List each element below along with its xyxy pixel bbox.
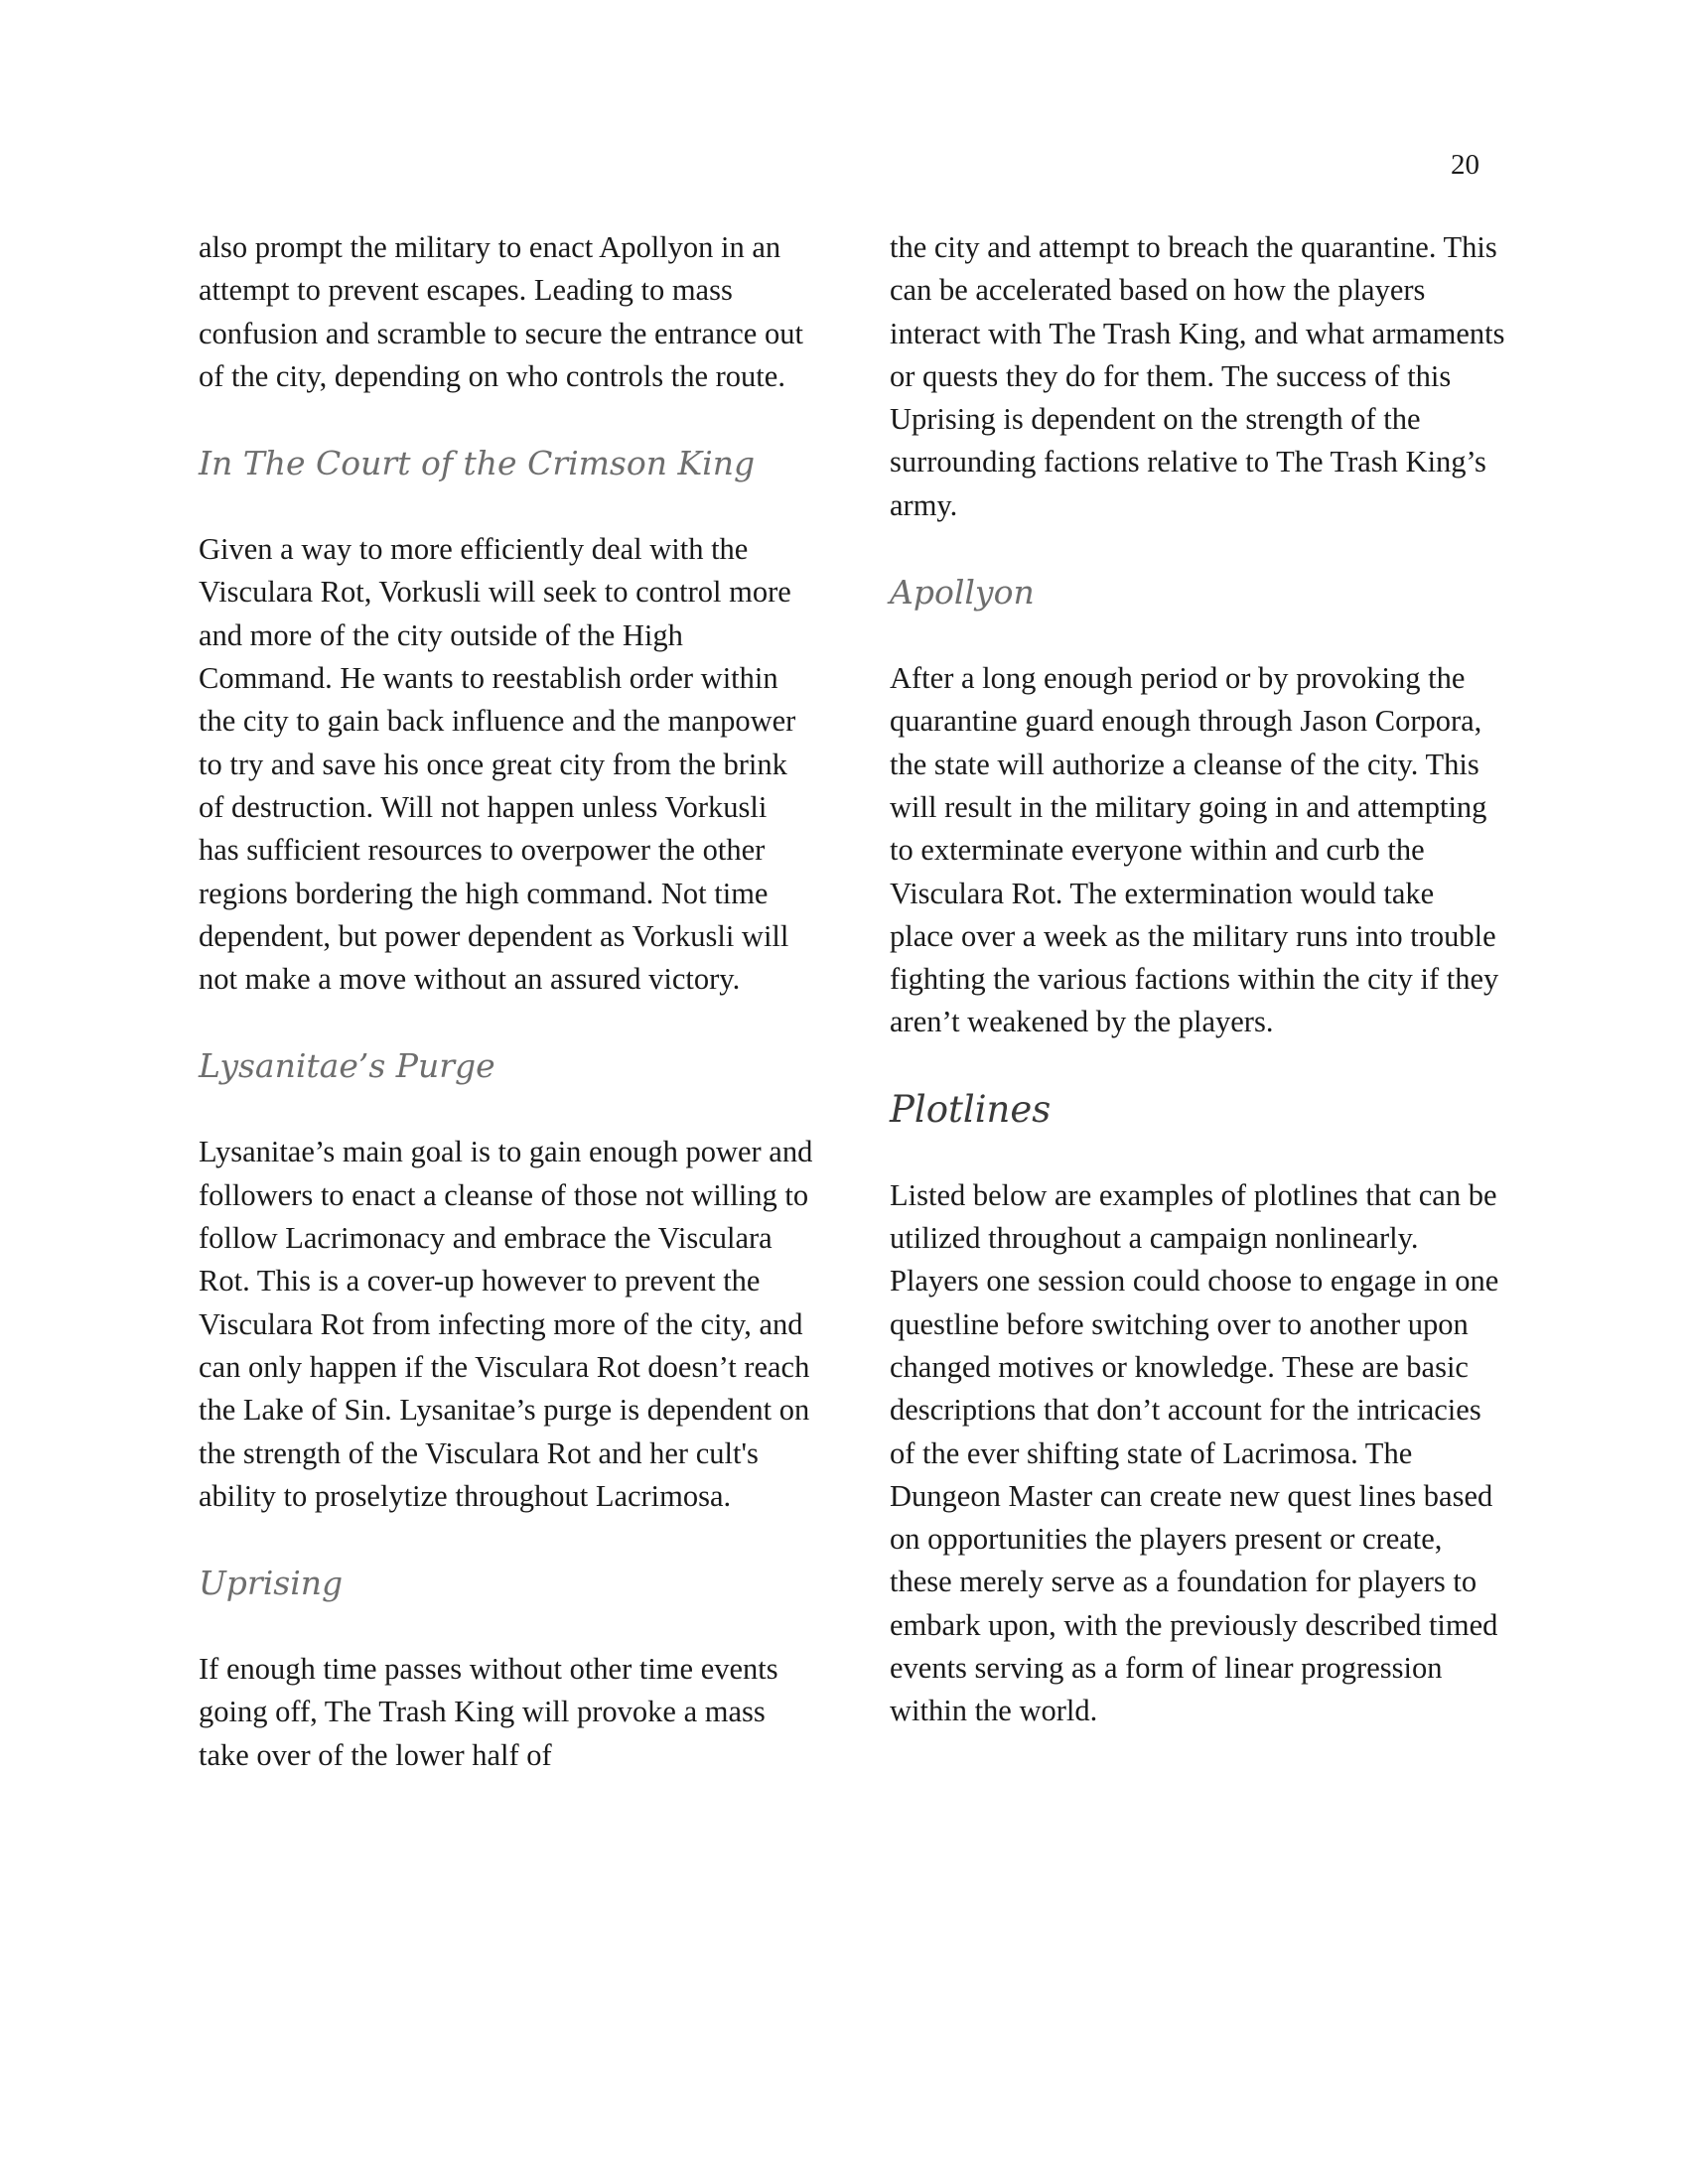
uprising-continued-paragraph: the city and attempt to breach the quarantine. This can be accelerated based on how the players interact with The Trash King, and what armaments or quests they do for them. The success of this Uprising is dependent on the strength of the surrounding factions relative to The Trash King’s army. xyxy=(890,230,1505,522)
purge-paragraph: Lysanitae’s main goal is to gain enough power and followers to enact a cleanse of those not willing to follow Lacrimonacy and embrace the Visculara Rot. This is a cover-up however to prevent the Visculara Rot from infecting more of the city, and can only happen if the Visculara Rot doesn’t reach the Lake of Sin. Lysanitae’s purge is dependent on the strength of the Visculara Rot and her cult's ability to proselytize throughout Lacrimosa. xyxy=(199,1135,813,1513)
apollyon-heading: Apollyon xyxy=(890,573,1035,613)
uprising-heading: Uprising xyxy=(199,1564,344,1603)
right-column xyxy=(890,226,1505,1733)
left-column xyxy=(199,226,814,1777)
court-paragraph: Given a way to more efficiently deal with the Visculara Rot, Vorkusli will seek to control more and more of the city outside of the High Command. He wants to reestablish order within the city to gain back influence and the manpower to try and save his once great city from the brink of destruction. Will not happen unless Vorkusli has sufficient resources to overpower the other regions bordering the high command. Not time dependent, but power dependent as Vorkusli will not make a move without an assured victory. xyxy=(199,532,796,997)
purge-heading: Lysanitae’s Purge xyxy=(199,1046,495,1086)
court-heading: In The Court of the Crimson King xyxy=(199,444,756,483)
page-number: 20 xyxy=(1451,149,1479,181)
plotlines-heading: Plotlines xyxy=(890,1087,1052,1131)
apollyon-paragraph: After a long enough period or by provoking the quarantine guard enough through Jason Corpora, the state will authorize a cleanse of the city. This will result in the military going in and attempting to exterminate everyone within and curb the Visculara Rot. The extermination would take place over a week as the military runs into trouble fighting the various factions within the city if they aren’t weakened by the players. xyxy=(890,661,1499,1039)
uprising-paragraph: If enough time passes without other time events going off, The Trash King will provoke a mass take over of the lower half of xyxy=(199,1652,778,1772)
intro-paragraph: also prompt the military to enact Apollyon in an attempt to prevent escapes. Leading to mass confusion and scramble to secure the entrance out of the city, depending on who controls the route. xyxy=(199,230,803,393)
plotlines-paragraph: Listed below are examples of plotlines that can be utilized throughout a campaign nonlinearly. Players one session could choose to engage in one questline before switching over to another upon changed motives or knowledge. These are basic descriptions that don’t account for the intricacies of the ever shifting state of Lacrimosa. The Dungeon Master can create new quest lines based on opportunities the players present or create, these merely serve as a foundation for players to embark upon, with the previously described timed events serving as a form of linear progression within the world. xyxy=(890,1177,1499,1728)
